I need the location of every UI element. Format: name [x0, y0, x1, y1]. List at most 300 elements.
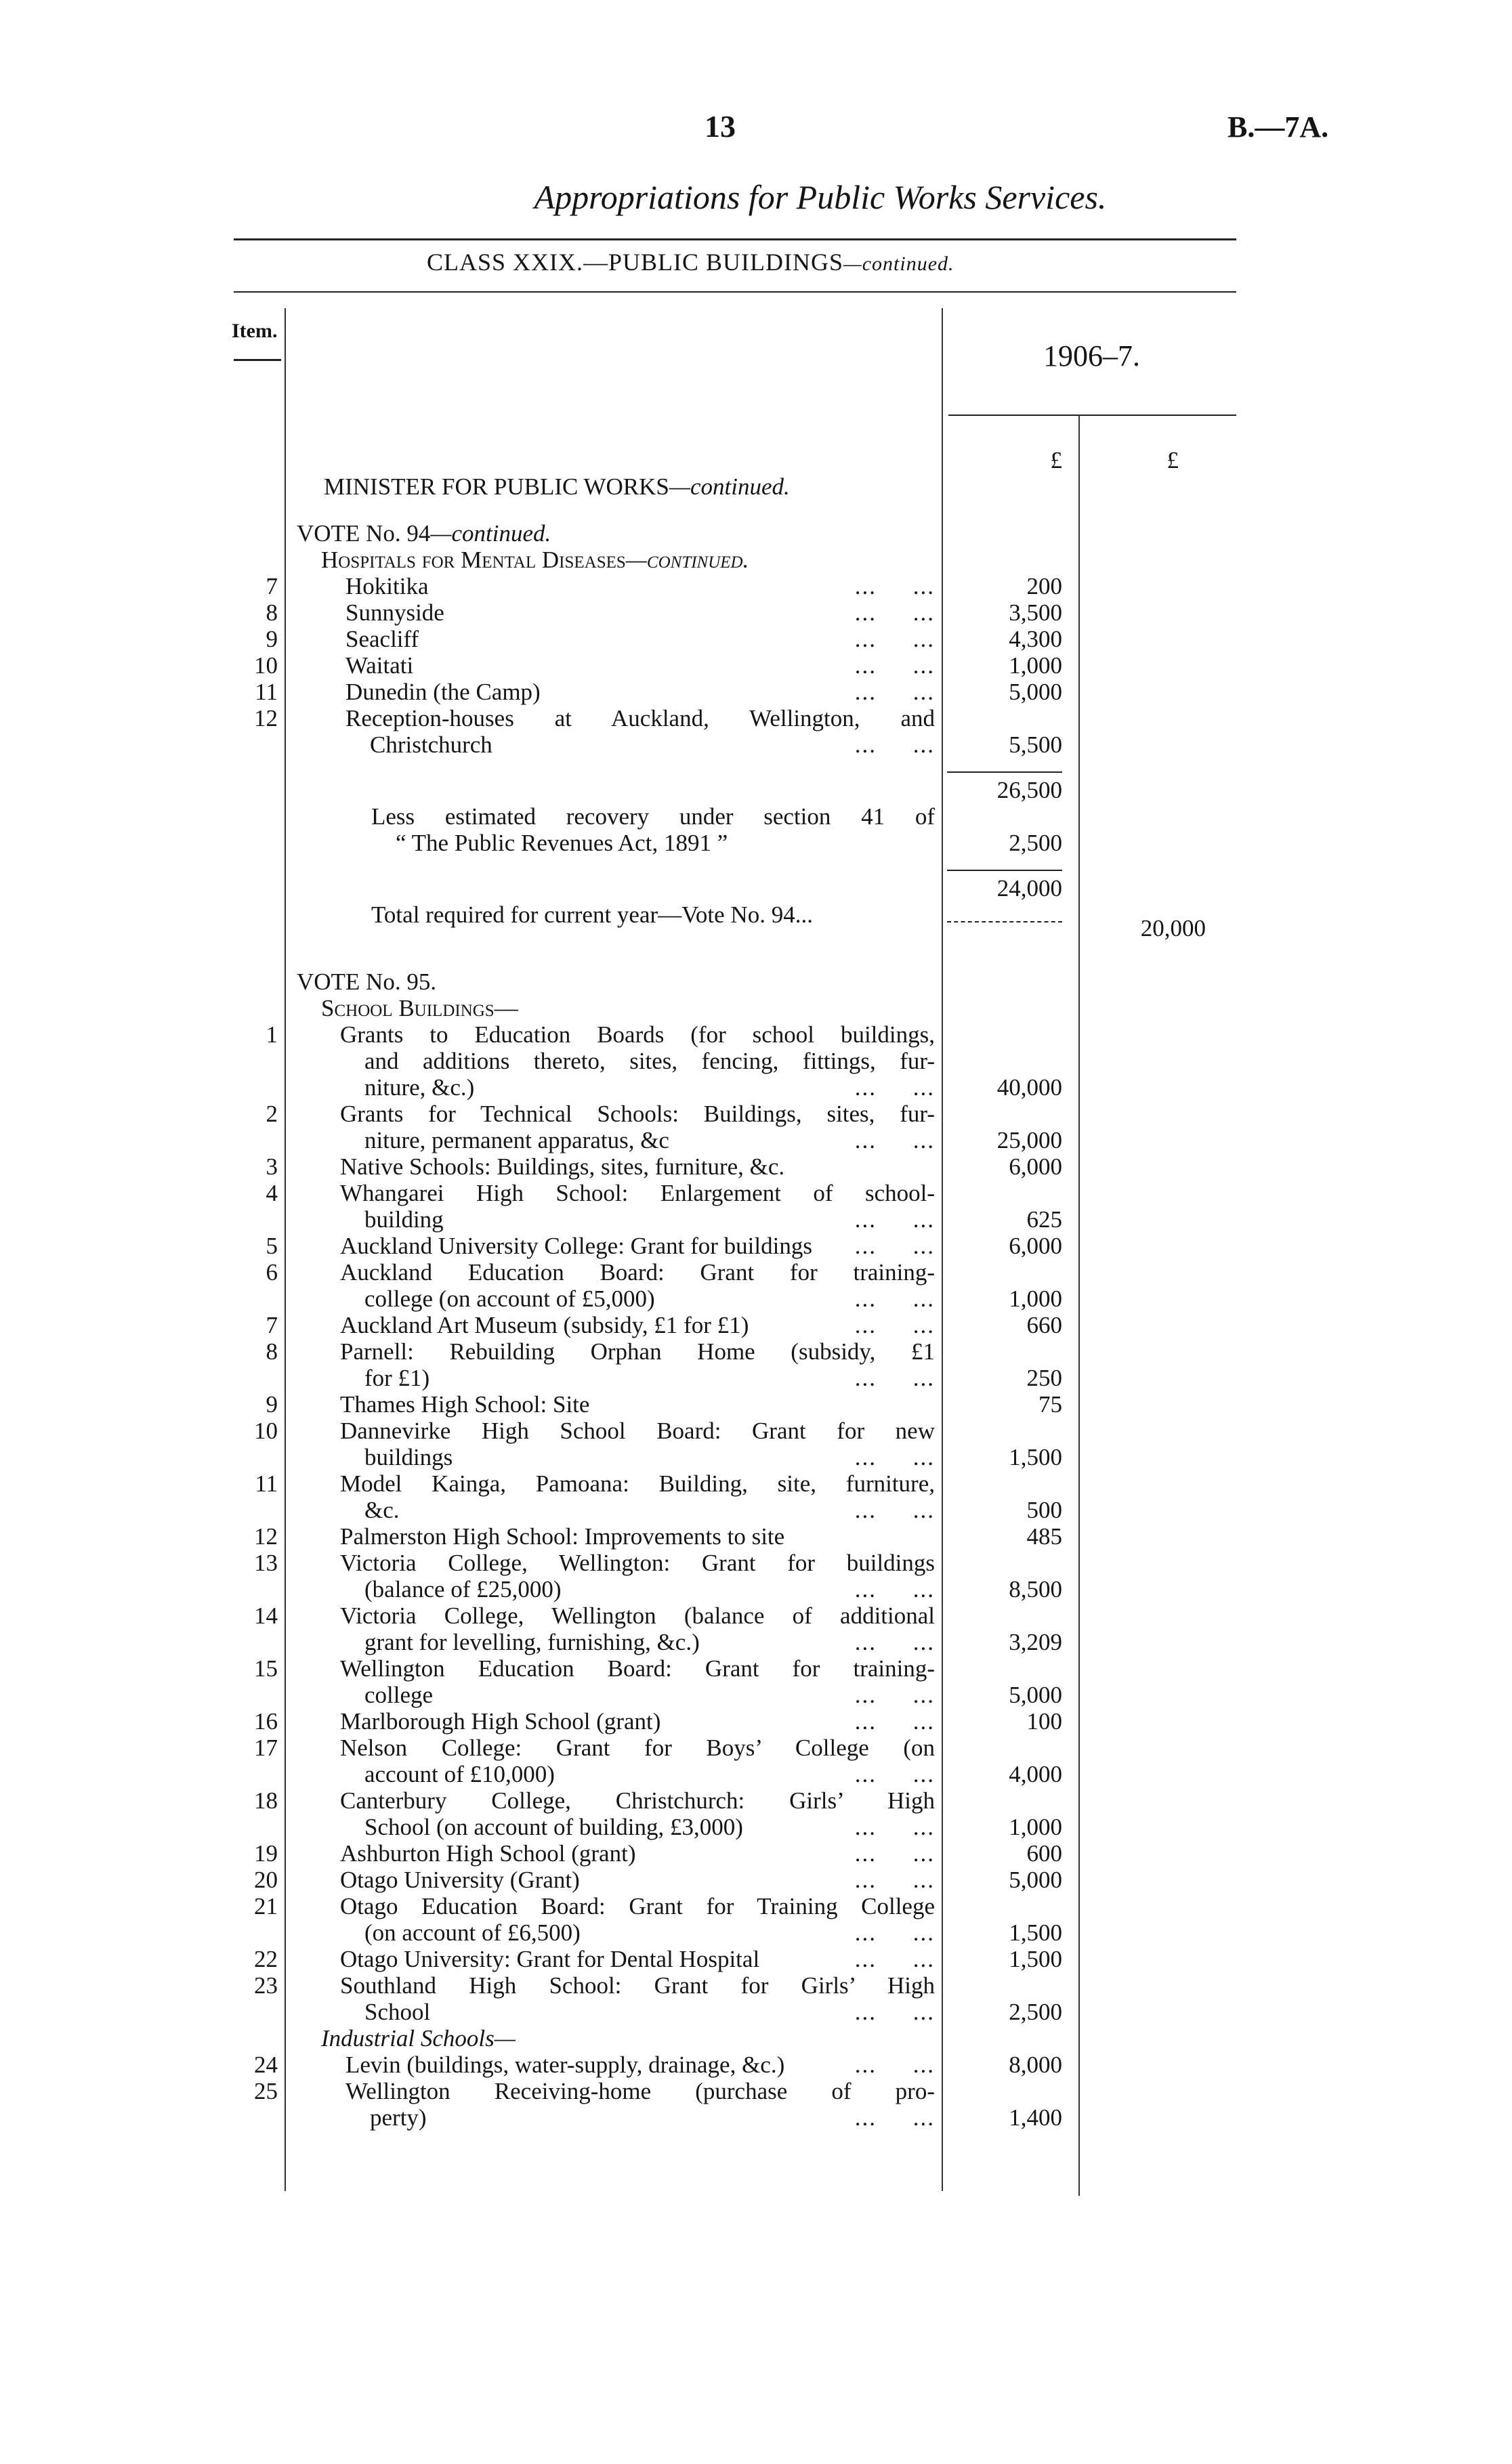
- table-row: [230, 1338, 1246, 1391]
- item-number: 2: [266, 1101, 278, 1127]
- amount: [942, 2052, 1077, 2078]
- table-row: [230, 1708, 1246, 1735]
- amount-value: 3,500: [1009, 599, 1062, 626]
- item-number: 15: [254, 1655, 278, 1682]
- amount: [942, 2104, 1077, 2131]
- item-number: 12: [254, 705, 278, 731]
- amount-value: 100: [1026, 1708, 1062, 1735]
- description: [285, 573, 942, 599]
- description-line: [297, 1919, 935, 1946]
- leader-dots: ... ...: [854, 1312, 935, 1338]
- description: [285, 901, 942, 928]
- total-amount: £: [1167, 447, 1179, 473]
- description-text: Palmerston High School: Improvements to site: [340, 1523, 785, 1550]
- table-row: [230, 599, 1246, 626]
- description-text: Grants to Education Boards (for school buildings,: [340, 1021, 935, 1048]
- amount-value: 4,000: [1009, 1761, 1062, 1787]
- amount-value: 250: [1026, 1365, 1062, 1391]
- description-text: for £1): [364, 1365, 430, 1391]
- description-text: college: [364, 1682, 434, 1708]
- description-line: [297, 1180, 935, 1206]
- table-row: [230, 1840, 1246, 1867]
- table-row: [230, 1523, 1246, 1550]
- description-line: [297, 1814, 935, 1840]
- leader-dots: ... ...: [854, 1127, 935, 1153]
- item-number: 23: [254, 1972, 278, 1999]
- description-line: [297, 1391, 935, 1418]
- item-number: 7: [266, 1312, 278, 1338]
- class-heading: [427, 248, 954, 276]
- description-line: [297, 901, 935, 928]
- description-line: [297, 1840, 935, 1867]
- amount-value: 4,300: [1009, 626, 1062, 652]
- leader-dots: ... ...: [854, 1286, 935, 1312]
- amount-value: 1,000: [1009, 652, 1062, 679]
- description-text: Auckland Education Board: Grant for training-: [340, 1259, 935, 1286]
- table-row: [230, 2078, 1246, 2131]
- vote-94-heading: [230, 520, 1246, 547]
- description-text: Thames High School: Site: [340, 1391, 590, 1418]
- description-text: and additions thereto, sites, fencing, fittings, fur-: [364, 1048, 935, 1074]
- amount-value: 200: [1026, 573, 1062, 599]
- table-row: [230, 1233, 1246, 1259]
- amount-value: 24,000: [947, 870, 1062, 901]
- amount: [942, 1682, 1077, 1708]
- description-text: School Buildings—: [321, 995, 518, 1021]
- description-line: [297, 1576, 935, 1602]
- amount-value: 600: [1026, 1840, 1062, 1867]
- description-line: [297, 1021, 935, 1048]
- description: [285, 1602, 942, 1655]
- amount-value: 5,000: [1009, 1867, 1062, 1893]
- description-line: [297, 1233, 935, 1259]
- amount: [942, 1999, 1077, 2025]
- table-row: [230, 1021, 1246, 1101]
- table-row: [230, 1259, 1246, 1312]
- description-text: (balance of £25,000): [364, 1576, 562, 1602]
- description-text: Canterbury College, Christchurch: Girls’ High: [340, 1787, 935, 1814]
- description-line: [297, 1312, 935, 1338]
- description: [285, 969, 942, 995]
- amount: [942, 1867, 1077, 1893]
- description-text: Model Kainga, Pamoana: Building, site, furniture,: [340, 1470, 935, 1497]
- description-text: School: [364, 1999, 431, 2025]
- description: [285, 1840, 942, 1867]
- item-number: 24: [254, 2052, 278, 2078]
- table-row: [230, 1153, 1246, 1180]
- amount: [942, 1761, 1077, 1787]
- description-text: Native Schools: Buildings, sites, furniture, &c.: [340, 1153, 785, 1180]
- leader-dots: ... ...: [854, 1919, 935, 1946]
- table-row: [230, 1470, 1246, 1523]
- description: [285, 1735, 942, 1787]
- amount: [942, 1629, 1077, 1655]
- description: [285, 1259, 942, 1312]
- item-column-header: Item.: [232, 320, 278, 342]
- description-line: [297, 1048, 935, 1074]
- vote-heading-text: VOTE No. 94: [297, 520, 431, 547]
- item-number: 21: [254, 1893, 278, 1919]
- description-line: [297, 1602, 935, 1629]
- description-line: [297, 1787, 935, 1814]
- description-text: Grants for Technical Schools: Buildings, sites, fur-: [340, 1101, 935, 1127]
- description: [285, 1391, 942, 1418]
- leader-dots: ... ...: [854, 1365, 935, 1391]
- description: [285, 547, 942, 573]
- description-text: Auckland University College: Grant for buildings: [340, 1233, 812, 1259]
- description-line: [297, 705, 935, 731]
- item-number: 11: [255, 1470, 278, 1497]
- description-text: Waitati: [345, 652, 414, 679]
- description-text: Levin (buildings, water-supply, drainage, &c.): [345, 2052, 785, 2078]
- amount-value: 1,500: [1009, 1444, 1062, 1470]
- amount: [942, 1127, 1077, 1153]
- description-line: [297, 2025, 935, 2052]
- description-text: grant for levelling, furnishing, &c.): [364, 1629, 700, 1655]
- currency-row: [230, 447, 1246, 473]
- amount: [942, 599, 1077, 626]
- description-line: [297, 803, 935, 830]
- class-heading-suffix: —continued.: [843, 253, 954, 275]
- description-line: [297, 1470, 935, 1497]
- hospitals-heading: [230, 547, 1246, 573]
- description-line: [297, 1153, 935, 1180]
- description: [285, 2052, 942, 2078]
- description-text: Christchurch: [370, 731, 492, 758]
- description-text: School (on account of building, £3,000): [364, 1814, 743, 1840]
- minister-heading: [297, 473, 935, 500]
- amount: [942, 830, 1077, 856]
- leader-dots: ... ...: [854, 1497, 935, 1523]
- description-text: Less estimated recovery under section 41 of: [371, 803, 935, 830]
- description-line: [297, 1629, 935, 1655]
- description-line: [297, 1999, 935, 2025]
- amount-value: 25,000: [996, 1127, 1062, 1153]
- amount: [942, 901, 1077, 928]
- item-number: 4: [266, 1180, 278, 1206]
- amount-value: 40,000: [996, 1074, 1062, 1101]
- minister-suffix: —continued.: [669, 473, 790, 500]
- description-line: [297, 1655, 935, 1682]
- item-number: 22: [254, 1946, 278, 1972]
- description: [285, 520, 942, 547]
- amount: [942, 1708, 1077, 1735]
- description-text: Otago University: Grant for Dental Hospital: [340, 1946, 760, 1972]
- description-text: Wellington Education Board: Grant for training-: [340, 1655, 935, 1682]
- table-row: [230, 1101, 1246, 1153]
- description-line: [297, 1972, 935, 1999]
- item-number: 1: [266, 1021, 278, 1048]
- description-text: Total required for current year—Vote No. 94...: [371, 901, 813, 928]
- description-line: [297, 2078, 935, 2104]
- description-line: [297, 679, 935, 705]
- table-row: [230, 1550, 1246, 1602]
- description-text: VOTE No. 95.: [297, 969, 437, 995]
- description-line: [297, 969, 935, 995]
- amount-value: 2,500: [1009, 830, 1062, 856]
- description-line: [297, 1338, 935, 1365]
- description-text: Otago University (Grant): [340, 1867, 580, 1893]
- description-text: Dunedin (the Camp): [345, 679, 541, 705]
- description-text: Parnell: Rebuilding Orphan Home (subsidy, £1: [340, 1338, 935, 1365]
- description-line: [297, 2052, 935, 2078]
- amount: [942, 870, 1077, 901]
- leader-dots: ... ...: [854, 1576, 935, 1602]
- description-line: [297, 1550, 935, 1576]
- description-line: [297, 1101, 935, 1127]
- amount-value: £: [1050, 447, 1062, 473]
- amount: [942, 1946, 1077, 1972]
- leader-dots: ... ...: [854, 652, 935, 679]
- description-line: [297, 830, 935, 856]
- amount-value: 6,000: [1009, 1233, 1062, 1259]
- page-title: Appropriations for Public Works Services.: [534, 178, 1107, 216]
- description-line: [297, 1286, 935, 1312]
- amount: [942, 1391, 1077, 1418]
- leader-dots: ... ...: [854, 626, 935, 652]
- description-text: Dannevirke High School Board: Grant for new: [340, 1418, 935, 1444]
- amount: [942, 447, 1077, 473]
- amount-value: 1,500: [1009, 1946, 1062, 1972]
- leader-dots: ... ...: [854, 1761, 935, 1787]
- recovery-row: [230, 803, 1246, 856]
- amount: [942, 1153, 1077, 1180]
- description-line: [297, 1946, 935, 1972]
- divider: [948, 415, 1236, 416]
- description: [285, 473, 942, 500]
- table-row: [230, 652, 1246, 679]
- item-number: 10: [254, 652, 278, 679]
- description-text: (on account of £6,500): [364, 1919, 581, 1946]
- item-number: 19: [254, 1840, 278, 1867]
- amount-value: 625: [1026, 1206, 1062, 1233]
- description: [285, 1655, 942, 1708]
- description-text: Industrial Schools—: [321, 2025, 516, 2052]
- item-number: 16: [254, 1708, 278, 1735]
- description-line: [297, 1682, 935, 1708]
- total-amount: 20,000: [1140, 915, 1206, 941]
- description: [285, 626, 942, 652]
- description-text: Seacliff: [345, 626, 419, 652]
- item-number: 14: [254, 1602, 278, 1629]
- amount: [942, 1444, 1077, 1470]
- leader-dots: ... ...: [854, 1840, 935, 1867]
- description: [285, 1180, 942, 1233]
- item-number: 20: [254, 1867, 278, 1893]
- amount-value: 500: [1026, 1497, 1062, 1523]
- description-text: Whangarei High School: Enlargement of school-: [340, 1180, 935, 1206]
- amount-value: 1,000: [1009, 1286, 1062, 1312]
- description-text: Reception-houses at Auckland, Wellington, and: [345, 705, 935, 731]
- amount-value: 75: [1038, 1391, 1062, 1418]
- amount: [942, 1814, 1077, 1840]
- description: [285, 652, 942, 679]
- description-text: college (on account of £5,000): [364, 1286, 655, 1312]
- description-line: [297, 1074, 935, 1101]
- item-number: 3: [266, 1153, 278, 1180]
- table-row: [230, 626, 1246, 652]
- amount: [942, 1497, 1077, 1523]
- item-number: 7: [266, 573, 278, 599]
- leader-dots: ... ...: [854, 679, 935, 705]
- page-number: 13: [705, 109, 736, 144]
- leader-dots: ... ...: [854, 573, 935, 599]
- item-number: 13: [254, 1550, 278, 1576]
- amount: [942, 1074, 1077, 1101]
- table-row: [230, 1312, 1246, 1338]
- description-text: perty): [370, 2104, 427, 2131]
- description: [285, 599, 942, 626]
- description: [285, 1867, 942, 1893]
- amount-value: 5,000: [1009, 679, 1062, 705]
- description-line: [297, 1365, 935, 1391]
- amount: [942, 1233, 1077, 1259]
- leader-dots: ... ...: [854, 1444, 935, 1470]
- leader-dots: ... ...: [854, 1074, 935, 1101]
- table-row: [230, 1867, 1246, 1893]
- description: [285, 679, 942, 705]
- amount-value: 485: [1026, 1523, 1062, 1550]
- item-number: 9: [266, 626, 278, 652]
- amount: [942, 1919, 1077, 1946]
- leader-dots: ... ...: [854, 731, 935, 758]
- table-row: [230, 1391, 1246, 1418]
- description: [285, 1021, 942, 1101]
- amount-value: 660: [1026, 1312, 1062, 1338]
- divider: [234, 291, 1236, 293]
- amount-value: 5,500: [1009, 731, 1062, 758]
- item-number: 10: [254, 1418, 278, 1444]
- description-line: [297, 1708, 935, 1735]
- leader-dots: ... ...: [854, 599, 935, 626]
- minister-row: [230, 473, 1246, 500]
- item-number: 18: [254, 1787, 278, 1814]
- leader-dots: ... ...: [854, 1233, 935, 1259]
- description-text: Wellington Receiving-home (purchase of pro-: [345, 2078, 935, 2104]
- amount-value: 3,209: [1009, 1629, 1062, 1655]
- amount-value: 1,400: [1009, 2104, 1062, 2131]
- description: [285, 1708, 942, 1735]
- description: [285, 2078, 942, 2131]
- section-heading-suffix: —continued.: [625, 547, 749, 573]
- spacer: [230, 758, 1246, 771]
- table-row: [230, 1602, 1246, 1655]
- table-row: [230, 1893, 1246, 1946]
- table-row: [230, 679, 1246, 705]
- description: [285, 1787, 942, 1840]
- amount-value: 6,000: [1009, 1153, 1062, 1180]
- amount: [942, 1286, 1077, 1312]
- table-row: [230, 2052, 1246, 2078]
- description-text: Otago Education Board: Grant for Training College: [340, 1893, 935, 1919]
- item-number: 11: [255, 679, 278, 705]
- table-row: [230, 1787, 1246, 1840]
- description: [285, 1893, 942, 1946]
- school-buildings-heading: [230, 995, 1246, 1021]
- description-text: Hokitika: [345, 573, 429, 599]
- minister-text: MINISTER FOR PUBLIC WORKS: [324, 473, 669, 500]
- amount-value: 2,500: [1009, 1999, 1062, 2025]
- description: [285, 995, 942, 1021]
- item-number: 17: [254, 1735, 278, 1761]
- item-number: 8: [266, 599, 278, 626]
- dashed-rule: [947, 921, 1062, 922]
- description: [285, 1153, 942, 1180]
- industrial-heading: [230, 2025, 1246, 2052]
- item-number: 6: [266, 1259, 278, 1286]
- description-line: [297, 1206, 935, 1233]
- description-line: [297, 1523, 935, 1550]
- table-row: [230, 1946, 1246, 1972]
- leader-dots: ... ...: [854, 2052, 935, 2078]
- description: [285, 803, 942, 856]
- description: [285, 1946, 942, 1972]
- description-line: [297, 573, 935, 599]
- description: [285, 1470, 942, 1523]
- amount: [942, 1576, 1077, 1602]
- description-text: account of £10,000): [364, 1761, 555, 1787]
- amount: [942, 652, 1077, 679]
- table-row: [230, 1418, 1246, 1470]
- item-number: 25: [254, 2078, 278, 2104]
- leader-dots: ... ...: [854, 1814, 935, 1840]
- table-row: [230, 573, 1246, 599]
- total-row: [230, 901, 1246, 941]
- table-row: [230, 1655, 1246, 1708]
- description-line: [297, 2104, 935, 2131]
- description-text: &c.: [364, 1497, 400, 1523]
- description-line: [297, 1418, 935, 1444]
- divider: [234, 238, 1236, 240]
- item-number: 5: [266, 1233, 278, 1259]
- leader-dots: ... ...: [854, 1946, 935, 1972]
- leader-dots: ... ...: [854, 1206, 935, 1233]
- description-text: Victoria College, Wellington (balance of additional: [340, 1602, 935, 1629]
- class-heading-text: CLASS XXIX.—PUBLIC BUILDINGS: [427, 249, 844, 276]
- description-text: niture, &c.): [364, 1074, 475, 1101]
- appropriations-table: [230, 447, 1246, 2131]
- description-line: [297, 1497, 935, 1523]
- leader-dots: ... ...: [854, 2104, 935, 2131]
- table-row: [230, 1972, 1246, 2025]
- section-heading-text: Hospitals for Mental Diseases: [321, 547, 626, 573]
- description-text: Victoria College, Wellington: Grant for buildings: [340, 1550, 935, 1576]
- description-text: Southland High School: Grant for Girls’ High: [340, 1972, 935, 1999]
- description-line: [297, 626, 935, 652]
- amount-value: 8,000: [1009, 2052, 1062, 2078]
- spacer: [230, 500, 1246, 520]
- description-text: Auckland Art Museum (subsidy, £1 for £1): [340, 1312, 749, 1338]
- amount: [942, 1840, 1077, 1867]
- leader-dots: ... ...: [854, 1682, 935, 1708]
- net-row: [230, 870, 1246, 901]
- amount: [942, 1523, 1077, 1550]
- amount: [942, 1312, 1077, 1338]
- description-text: Nelson College: Grant for Boys’ College (on: [340, 1735, 935, 1761]
- document-reference: B.—7A.: [1227, 110, 1329, 144]
- description-line: [297, 1867, 935, 1893]
- description-text: Ashburton High School (grant): [340, 1840, 636, 1867]
- amount: [942, 679, 1077, 705]
- description-text: buildings: [364, 1444, 453, 1470]
- vote-95-heading: [230, 969, 1246, 995]
- description-line: [297, 731, 935, 758]
- description: [285, 1101, 942, 1153]
- subtotal-row: [230, 771, 1246, 803]
- divider: [234, 359, 281, 361]
- description-text: “ The Public Revenues Act, 1891 ”: [396, 830, 728, 856]
- amount: [942, 1365, 1077, 1391]
